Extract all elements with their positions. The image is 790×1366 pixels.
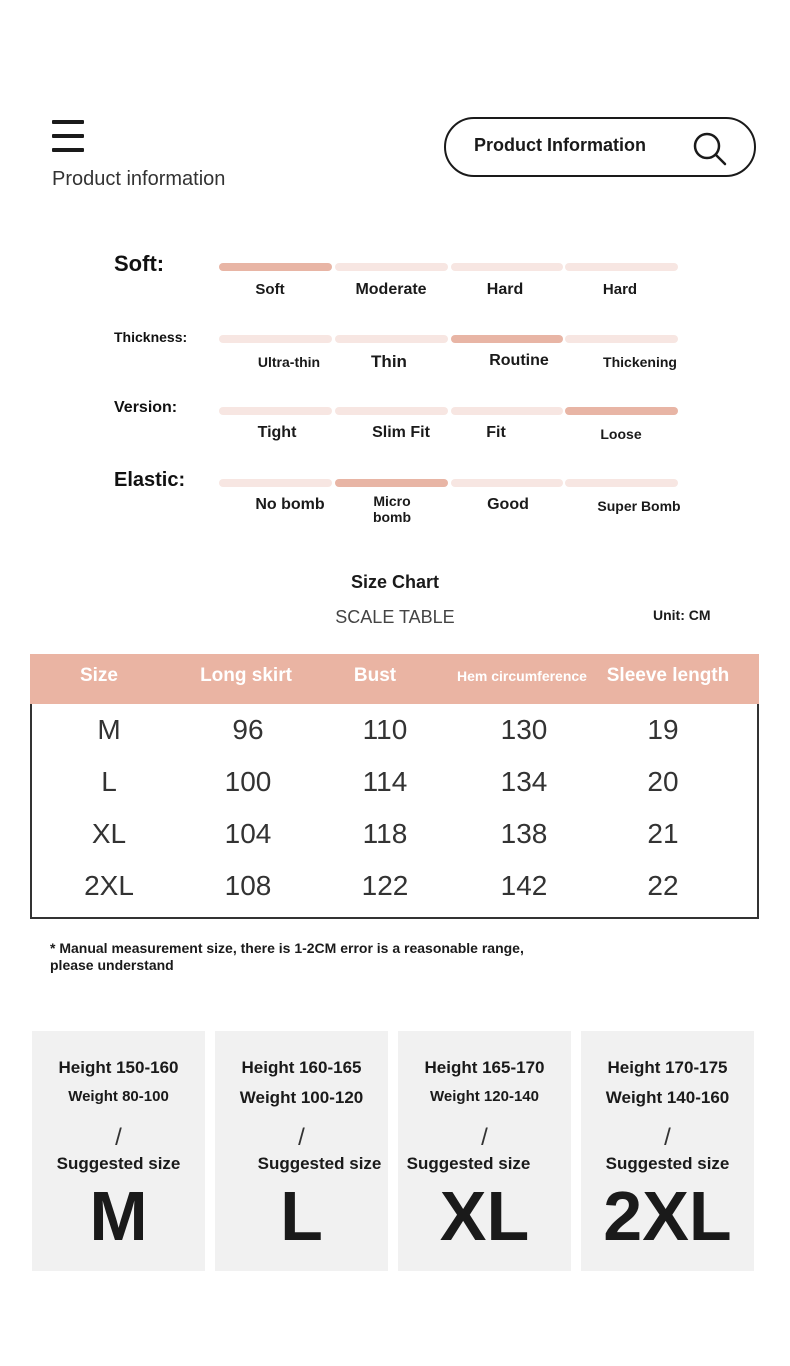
suggestion-card-l: [215, 1031, 388, 1271]
attribute-bar: [451, 407, 563, 415]
search-button[interactable]: [444, 117, 756, 177]
attribute-bar: [451, 479, 563, 487]
attribute-title: Thickness:: [114, 329, 188, 345]
attribute-bar: [335, 407, 448, 415]
card-size: L: [280, 1177, 323, 1255]
card-height: Height 160-165: [241, 1058, 362, 1077]
table-cell: 21: [647, 818, 679, 849]
table-cell: 138: [500, 818, 548, 849]
card-weight: Weight 120-140: [430, 1088, 539, 1105]
attribute-bar: [335, 479, 448, 487]
column-header-size: Size: [79, 665, 119, 686]
attribute-option: Hard: [486, 281, 524, 298]
attribute-option: Soft: [255, 281, 285, 298]
card-height: Height 165-170: [424, 1058, 545, 1077]
attribute-option: Loose: [600, 426, 642, 442]
search-label: Product Information: [474, 135, 646, 155]
table-cell: 130: [500, 714, 548, 745]
card-suggested-label: Suggested size: [605, 1154, 730, 1173]
attribute-bar: [335, 335, 448, 343]
attribute-option: Hard: [602, 281, 638, 298]
menu-icon[interactable]: [52, 120, 86, 152]
attribute-option: Slim Fit: [372, 424, 430, 441]
column-header-hem: Hem circumference: [457, 668, 587, 684]
table-cell: 2XL: [84, 870, 134, 901]
table-cell: 104: [224, 818, 272, 849]
search-icon: [692, 131, 728, 167]
table-cell: 134: [500, 766, 548, 797]
card-size: M: [89, 1177, 148, 1255]
card-suggested-label: Suggested size: [257, 1154, 382, 1173]
suggestion-card-xl: [398, 1031, 571, 1271]
card-height: Height 150-160: [58, 1058, 179, 1077]
attribute-bar: [219, 407, 332, 415]
attribute-option: No bomb: [255, 496, 325, 513]
attribute-title: Soft:: [114, 251, 165, 276]
table-cell: 114: [362, 766, 408, 797]
unit-label: Unit: CM: [653, 607, 711, 623]
attribute-option: Moderate: [355, 281, 427, 298]
attribute-option: Fit: [486, 424, 506, 441]
table-cell: XL: [91, 818, 127, 849]
card-suggested-label: Suggested size: [406, 1154, 531, 1173]
card-weight: Weight 80-100: [68, 1088, 169, 1105]
card-weight: Weight 140-160: [605, 1088, 730, 1107]
attribute-option: Thin: [371, 352, 407, 371]
attribute-bar: [565, 263, 678, 271]
table-cell: 108: [224, 870, 272, 901]
suggestion-card-2xl: [581, 1031, 754, 1271]
card-weight: Weight 100-120: [239, 1088, 364, 1107]
card-size: 2XL: [603, 1177, 732, 1255]
attribute-bar: [451, 263, 563, 271]
table-body: [30, 704, 759, 919]
suggestion-card-m: [32, 1031, 205, 1271]
attribute-bar: [219, 263, 332, 271]
attribute-bar: [219, 335, 332, 343]
attribute-bar: [451, 335, 563, 343]
size-table: [30, 654, 759, 919]
attribute-option: Tight: [257, 424, 297, 441]
card-suggested-label: Suggested size: [56, 1154, 181, 1173]
table-cell: 118: [362, 818, 408, 849]
card-divider: /: [481, 1124, 488, 1151]
table-cell: 142: [500, 870, 548, 901]
card-size: XL: [439, 1177, 530, 1255]
table-cell: 19: [647, 714, 679, 745]
attribute-option: Routine: [489, 352, 549, 369]
table-cell: L: [101, 766, 117, 797]
column-header-sleeve: Sleeve length: [606, 665, 730, 686]
table-cell: M: [97, 714, 121, 745]
column-header-bust: Bust: [353, 665, 397, 686]
card-divider: /: [115, 1124, 122, 1151]
note-line: * Manual measurement size, there is 1-2CM error is a reasonable range,: [50, 940, 524, 956]
table-cell: 122: [361, 870, 409, 901]
attribute-bar: [565, 335, 678, 343]
attribute-option: Thickening: [603, 354, 677, 370]
scale-table-title: SCALE TABLE: [335, 607, 455, 627]
size-chart-title: Size Chart: [350, 572, 440, 592]
attribute-option: Ultra-thin: [257, 354, 321, 370]
table-header: [30, 654, 759, 704]
attribute-bar: [335, 263, 448, 271]
page-subtitle: Product information: [52, 168, 226, 190]
attribute-title: Version:: [114, 399, 178, 416]
table-cell: 22: [647, 870, 679, 901]
attribute-bar: [219, 479, 332, 487]
attribute-bar: [565, 479, 678, 487]
attribute-option: Good: [487, 496, 529, 513]
measurement-note: [50, 940, 570, 974]
attribute-option: Micro bomb: [372, 493, 412, 525]
card-height: Height 170-175: [607, 1058, 728, 1077]
attribute-option: Super Bomb: [597, 498, 681, 514]
table-cell: 20: [647, 766, 679, 797]
card-divider: /: [664, 1124, 671, 1151]
attribute-bar: [565, 407, 678, 415]
table-cell: 100: [224, 766, 272, 797]
card-divider: /: [298, 1124, 305, 1151]
column-header-long-skirt: Long skirt: [200, 665, 292, 686]
table-cell: 96: [232, 714, 264, 745]
note-line: please understand: [50, 957, 174, 973]
attribute-title: Elastic:: [114, 469, 186, 491]
table-cell: 110: [362, 714, 408, 745]
